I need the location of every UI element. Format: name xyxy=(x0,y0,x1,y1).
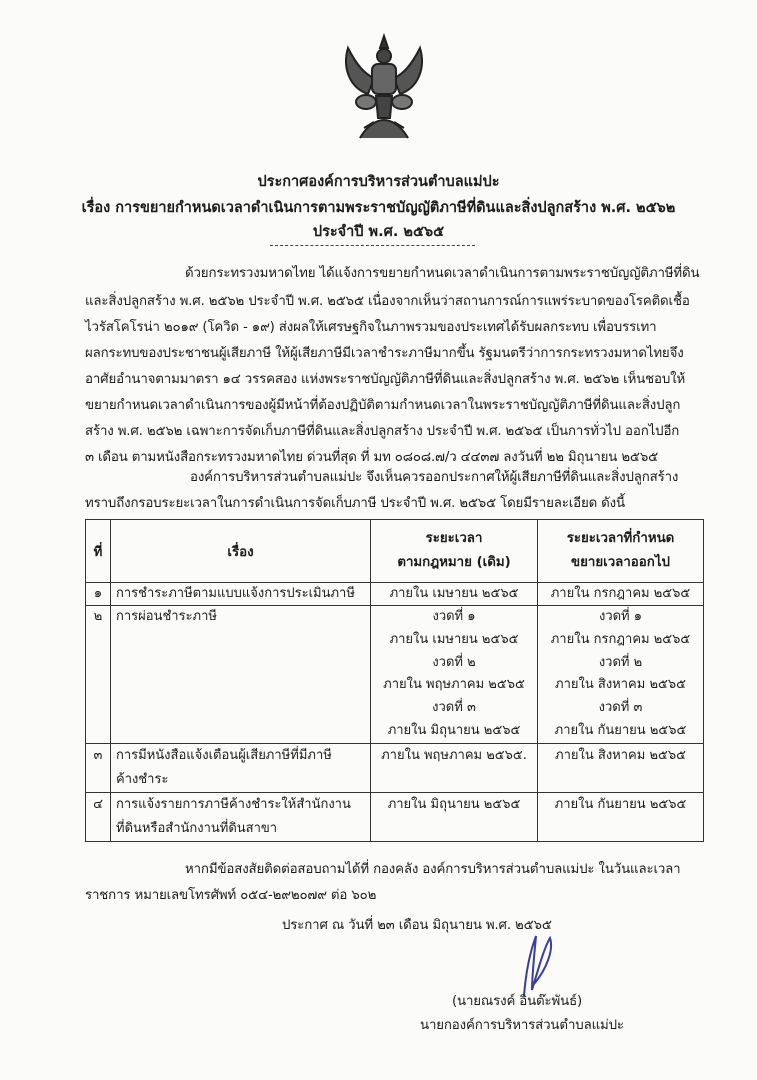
announce-date: ประกาศ ณ วันที่ ๒๓ เดือน มิถุนายน พ.ศ. ๒๕๖๕ xyxy=(282,918,552,933)
row-original: ภายใน พฤษภาคม ๒๕๖๕. xyxy=(371,743,538,792)
signer-title: นายกองค์การบริหารส่วนตำบลแม่ปะ xyxy=(420,1018,624,1033)
header-no: ที่ xyxy=(86,520,111,583)
row-extended: งวดที่ ๑ ภายใน กรกฎาคม ๒๕๖๕ งวดที่ ๒ ภายใน สิงหาคม ๒๕๖๕ งวดที่ ๓ ภายใน กันยายน ๒๕๖๕ xyxy=(538,606,704,744)
title-separator xyxy=(270,245,475,246)
row-extended: ภายใน สิงหาคม ๒๕๖๕ xyxy=(538,743,704,792)
paragraph-line: และสิ่งปลูกสร้าง พ.ศ. ๒๕๖๒ ประจำปี พ.ศ. ๒๕๖๕ เนื่องจากเห็นว่าสถานการณ์การแพร่ระบาดของโรคติดเชื้อ xyxy=(85,294,690,309)
announcement-title: ประกาศองค์การบริหารส่วนตำบลแม่ปะ xyxy=(257,174,500,190)
header-extended: ระยะเวลาที่กำหนด ขยายเวลาออกไป xyxy=(538,520,704,583)
row-subject: การมีหนังสือแจ้งเตือนผู้เสียภาษีที่มีภาษี ค้างชำระ xyxy=(111,743,371,792)
contact-line: หากมีข้อสงสัยติดต่อสอบถามได้ที่ กองคลัง องค์การบริหารส่วนตำบลแม่ปะ ในวันและเวลา xyxy=(185,862,681,877)
paragraph-line: สร้าง พ.ศ. ๒๕๖๒ เฉพาะการจัดเก็บภาษีที่ดินและสิ่งปลูกสร้าง ประจำปี พ.ศ. ๒๕๖๕ เป็นการทั่วไป ออกไปอีก xyxy=(85,424,680,439)
table-row xyxy=(86,606,704,744)
paragraph-line: ขยายกำหนดเวลาดำเนินการของผู้มีหน้าที่ต้องปฏิบัติตามกำหนดเวลาในพระราชบัญญัติภาษีที่ดินและสิ่งปลูก xyxy=(85,398,681,413)
paragraph-line: องค์การบริหารส่วนตำบลแม่ปะ จึงเห็นควรออกประกาศให้ผู้เสียภาษีที่ดินและสิ่งปลูกสร้าง xyxy=(190,470,679,485)
row-original: งวดที่ ๑ ภายใน เมษายน ๒๕๖๕ งวดที่ ๒ ภายใน พฤษภาคม ๒๕๖๕ งวดที่ ๓ ภายใน มิถุนายน ๒๕๖๕ xyxy=(371,606,538,744)
header-original: ระยะเวลา ตามกฎหมาย (เดิม) xyxy=(371,520,538,583)
table-row xyxy=(86,792,704,841)
row-subject: การผ่อนชำระภาษี xyxy=(111,606,371,744)
table-header-row xyxy=(86,520,704,583)
announcement-subject: เรื่อง การขยายกำหนดเวลาดำเนินการตามพระราชบัญญัติภาษีที่ดินและสิ่งปลูกสร้าง พ.ศ. ๒๕๖๒ xyxy=(81,200,676,216)
garuda-emblem-icon xyxy=(334,28,434,148)
paragraph-line: อาศัยอำนาจตามมาตรา ๑๔ วรรคสอง แห่งพระราชบัญญัติภาษีที่ดินและสิ่งปลูกสร้าง พ.ศ. ๒๕๖๒ เห็นชอบให้ xyxy=(85,372,686,387)
signer-name: (นายณรงค์ อินต๊ะพันธ์) xyxy=(452,994,583,1009)
row-number: ๑ xyxy=(86,583,111,606)
row-extended: ภายใน กรกฎาคม ๒๕๖๕ xyxy=(538,583,704,606)
row-subject: การแจ้งรายการภาษีค้างชำระให้สำนักงาน ที่ดินหรือสำนักงานที่ดินสาขา xyxy=(111,792,371,841)
row-number: ๓ xyxy=(86,743,111,792)
contact-line: ราชการ หมายเลขโทรศัพท์ ๐๕๔-๒๙๒๐๗๙ ต่อ ๖๐๒ xyxy=(85,888,377,903)
row-number: ๒ xyxy=(86,606,111,744)
row-original: ภายใน เมษายน ๒๕๖๕ xyxy=(371,583,538,606)
row-extended: ภายใน กันยายน ๒๕๖๕ xyxy=(538,792,704,841)
row-subject: การชำระภาษีตามแบบแจ้งการประเมินภาษี xyxy=(111,583,371,606)
paragraph-line: ไวรัสโคโรน่า ๒๐๑๙ (โควิด - ๑๙) ส่งผลให้เศรษฐกิจในภาพรวมของประเทศได้รับผลกระทบ เพื่อบรรเทา xyxy=(85,320,657,335)
paragraph-line: ผลกระทบของประชาชนผู้เสียภาษี ให้ผู้เสียภาษีมีเวลาชำระภาษีมากขึ้น รัฐมนตรีว่าการกระทรวงมหาดไทยจึง xyxy=(85,346,684,361)
announcement-year: ประจำปี พ.ศ. ๒๕๖๕ xyxy=(312,224,445,240)
header-subject: เรื่อง xyxy=(111,520,371,583)
table-row xyxy=(86,743,704,792)
paragraph-line: ทราบถึงกรอบระยะเวลาในการดำเนินการจัดเก็บภาษี ประจำปี พ.ศ. ๒๕๖๕ โดยมีรายละเอียด ดังนี้ xyxy=(85,496,625,511)
row-original: ภายใน มิถุนายน ๒๕๖๕ xyxy=(371,792,538,841)
row-number: ๔ xyxy=(86,792,111,841)
paragraph-line: ๓ เดือน ตามหนังสือกระทรวงมหาดไทย ด่วนที่สุด ที่ มท ๐๘๐๘.๗/ว ๔๔๓๗ ลงวันที่ ๒๒ มิถุนายน ๒๕๖๕ xyxy=(85,450,659,465)
paragraph-line: ด้วยกระทรวงมหาดไทย ได้แจ้งการขยายกำหนดเวลาดำเนินการตามพระราชบัญญัติภาษีที่ดิน xyxy=(185,266,700,281)
table-row xyxy=(86,583,704,606)
schedule-table xyxy=(85,519,704,842)
